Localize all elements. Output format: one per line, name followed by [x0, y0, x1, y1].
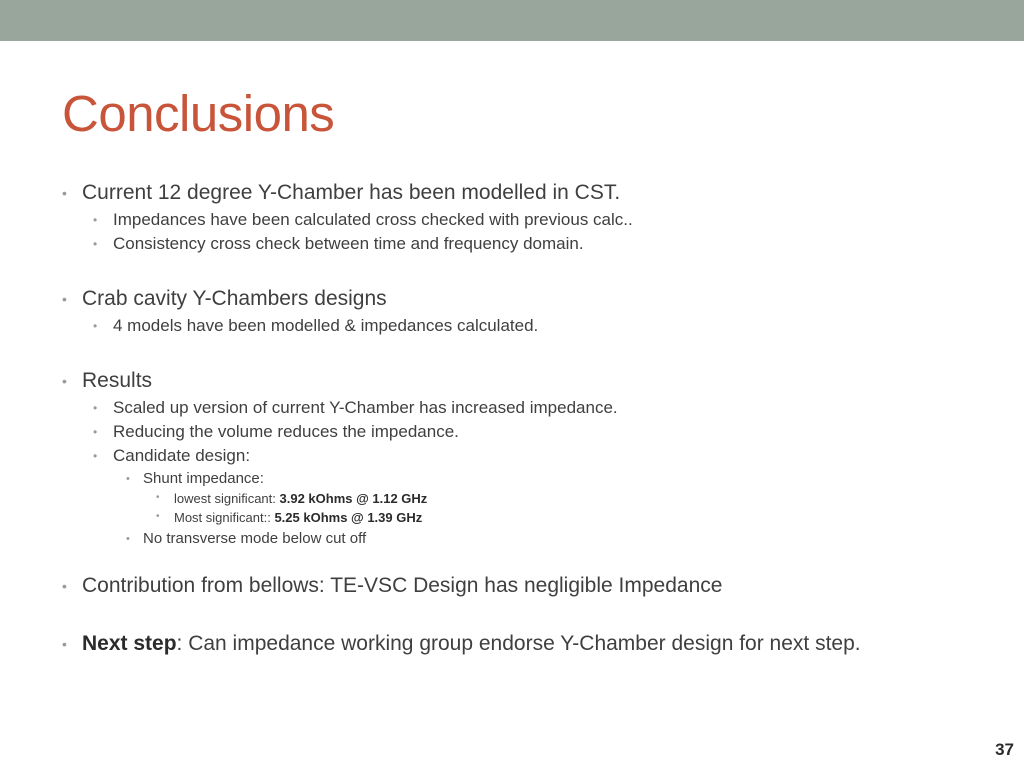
- bullet-icon: •: [93, 449, 98, 463]
- bullet-icon: •: [62, 291, 67, 307]
- bullet-icon: •: [93, 425, 98, 439]
- bullet-icon: •: [93, 401, 98, 415]
- bullet-icon: •: [156, 511, 160, 522]
- bullet-icon: •: [93, 319, 98, 333]
- bullet-icon: •: [62, 578, 67, 594]
- bullet-icon: •: [62, 636, 67, 652]
- next-step-text: : Can impedance working group endorse Y-Chamber design for next step.: [176, 632, 861, 655]
- metric-label: Most significant::: [174, 510, 275, 525]
- bullet-text: Reducing the volume reduces the impedance.: [113, 422, 459, 441]
- bullet-icon: •: [126, 473, 130, 485]
- bullet-text: Shunt impedance:: [143, 470, 264, 487]
- bullet-icon: •: [62, 185, 67, 201]
- bullet-text: 4 models have been modelled & impedances calculated.: [113, 316, 539, 335]
- bullet-text: Consistency cross check between time and frequency domain.: [113, 234, 584, 253]
- bullet-text: [174, 510, 422, 525]
- slide-title: Conclusions: [62, 85, 335, 142]
- bullet-text: Current 12 degree Y-Chamber has been modelled in CST.: [82, 181, 621, 204]
- next-step-label: Next step: [82, 632, 177, 655]
- bullet-icon: •: [93, 213, 98, 227]
- bullet-icon: •: [62, 373, 67, 389]
- bullet-text: Crab cavity Y-Chambers designs: [82, 287, 387, 310]
- bullet-icon: •: [156, 492, 160, 503]
- bullet-text: Contribution from bellows: TE-VSC Design has negligible Impedance: [82, 574, 723, 597]
- bullet-text: No transverse mode below cut off: [143, 530, 367, 547]
- page-number: 37: [995, 740, 1014, 759]
- bullet-icon: •: [93, 237, 98, 251]
- bullet-text: [174, 491, 427, 506]
- metric-value: 5.25 kOhms @ 1.39 GHz: [274, 510, 423, 525]
- metric-value: 3.92 kOhms @ 1.12 GHz: [279, 491, 428, 506]
- bullet-text: Results: [82, 369, 153, 392]
- bullet-text: Candidate design:: [113, 446, 251, 465]
- bullet-text: Scaled up version of current Y-Chamber has increased impedance.: [113, 398, 618, 417]
- bullet-icon: •: [126, 533, 130, 545]
- bullet-text: [82, 632, 962, 656]
- metric-label: lowest significant:: [174, 491, 280, 506]
- bullet-text: Impedances have been calculated cross checked with previous calc..: [113, 210, 633, 229]
